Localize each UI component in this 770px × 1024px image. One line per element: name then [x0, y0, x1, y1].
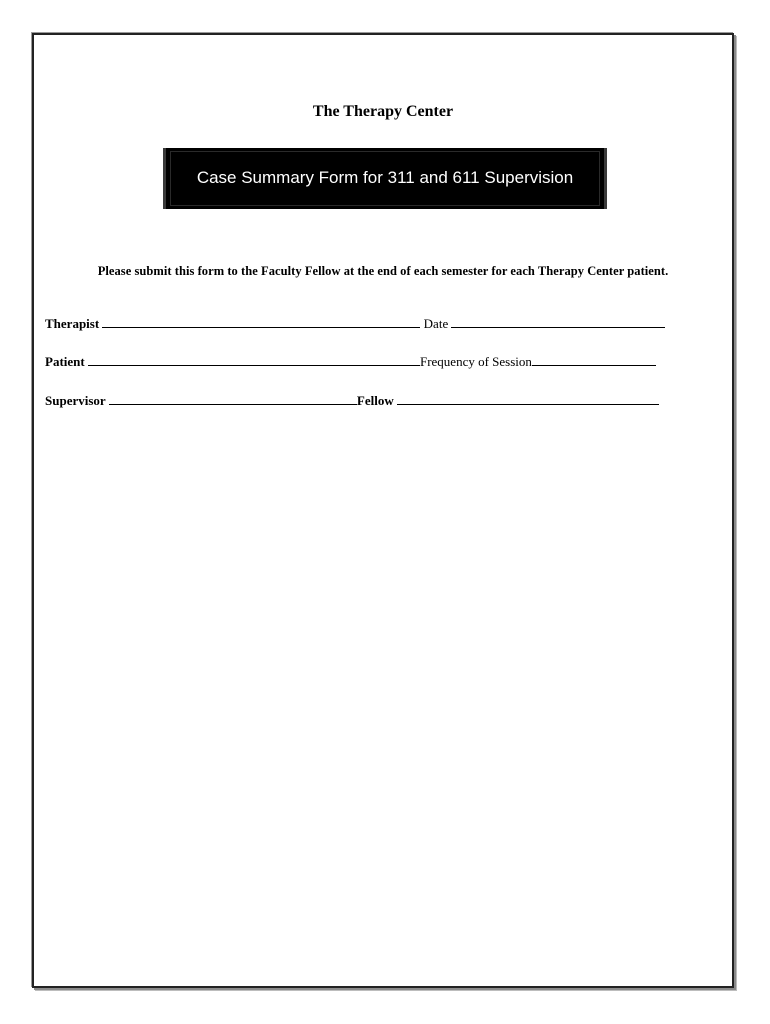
- fellow-label: Fellow: [356, 393, 394, 408]
- therapist-field[interactable]: [102, 317, 420, 328]
- supervisor-fellow-row: [45, 393, 685, 409]
- patient-field[interactable]: [88, 355, 420, 366]
- instructions-text: Please submit this form to the Faculty Fellow at the end of each semester for each Therapy Center patient.: [97, 264, 669, 278]
- date-field[interactable]: [451, 317, 665, 328]
- patient-frequency-row: [45, 354, 685, 370]
- supervisor-field[interactable]: [109, 394, 357, 405]
- frequency-field[interactable]: [532, 355, 656, 366]
- frequency-label: Frequency of Session: [419, 354, 532, 369]
- fellow-field[interactable]: [397, 394, 659, 405]
- form-page: [32, 33, 734, 988]
- patient-label: Patient: [45, 354, 85, 369]
- date-label: Date: [423, 316, 449, 331]
- therapist-label: Therapist: [45, 316, 100, 331]
- form-title-banner: [163, 148, 607, 209]
- therapist-date-row: [45, 316, 685, 332]
- center-name: The Therapy Center: [312, 103, 454, 120]
- supervisor-label: Supervisor: [45, 393, 106, 408]
- form-title: Case Summary Form for 311 and 611 Supervision: [196, 168, 574, 187]
